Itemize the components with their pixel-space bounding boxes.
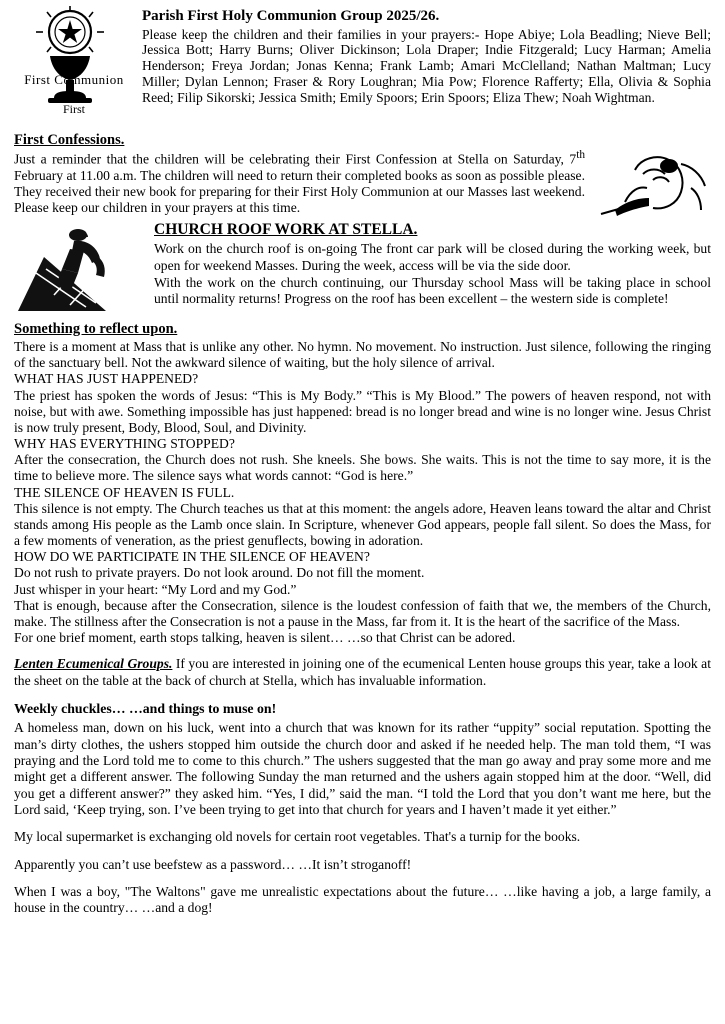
spacer	[14, 846, 711, 857]
lenten-paragraph	[14, 656, 711, 689]
reflection-subheading: WHY HAS EVERYTHING STOPPED?	[14, 436, 235, 452]
confession-body-part1: Just a reminder that the children will be celebrating their First Confession at Stella on Saturday, 7	[14, 151, 577, 167]
reflection-paragraph: Do not rush to private prayers. Do not look around. Do not fill the moment.	[14, 565, 425, 581]
section-weekly-chuckles	[0, 689, 725, 917]
roof-paragraph-2-wrapper	[154, 275, 711, 308]
roof-paragraph-1: Work on the church roof is on-going The front car park will be closed during the working week, but open for weekend Masses. During the week, access will be via the side door.	[154, 241, 711, 273]
reflection-paragraph: This silence is not empty. The Church teaches us that at this moment: the angels adore, Heaven leans toward the altar and Christ stands among His people as the Lamb once slain. In Scripture, whenever God appears, people fall silent. So does the Mass, for a few moments of veneration, as the priest genuflects, bowing in adoration.	[14, 500, 711, 549]
communion-art-wordmark: First Communion	[24, 72, 124, 87]
first-communion-chalice-icon	[14, 6, 134, 118]
confession-body	[14, 149, 585, 217]
reflection-subheading: HOW DO WE PARTICIPATE IN THE SILENCE OF HEAVEN?	[14, 549, 370, 565]
chuckles-joke-1: A homeless man, down on his luck, went into a church that was known for its rather “uppity” social reputation. Spotting the man’s dirty clothes, the ushers stopped him outside the church door and asked if he needed help. The man told them, “I was praying and the Lord told me to come to this church.” The ushers suggested that the man go away and pray some more and me might get a different answer. The following Sunday the man returned and the ushers again stopped him at the door. “Well, did you get a different answer?” they asked him. “Yes, I did,” said the man. “I told the Lord that you don’t want me here, but the Lord said, ‘Keep trying, son. I’ve been trying to get into that church for years and I haven’t made it yet either.”	[14, 720, 711, 818]
reflection-title: Something to reflect upon.	[14, 320, 178, 337]
communion-names: Please keep the children and their families in your prayers:- Hope Abiye; Lola Beadling; Nieve Bell; Jessica Bott; Harry Burns; Oliver Dickinson; Lola Draper; Indie Fitzgerald; Lucy Harman; Amelia Henderson; Freya Jordan; Jonas Kenna; Frank Lamb; Amari McClelland; Nathan Maltman; Lucy Miller; Dylan Lennon; Fraser & Rory Loughran; Mia Pow; Florence Rafferty; Ella, Olivia & Sophia Reed; Filip Sikorski; Jessica Smith; Emily Spoors; Erin Spoors; Eliza Thew; Noah Wightman.	[142, 26, 711, 106]
section-church-roof-work	[0, 217, 725, 317]
section-reflection	[0, 317, 725, 647]
communion-art-caption: First	[62, 102, 86, 116]
chuckles-joke-4: When I was a boy, "The Waltons" gave me unrealistic expectations about the future… …like having a job, a large family, a house in the country… …and a dog!	[14, 883, 711, 916]
roof-title: CHURCH ROOF WORK AT STELLA.	[154, 220, 418, 238]
confession-title: First Confessions.	[14, 132, 125, 148]
reflection-paragraph: That is enough, because after the Consecration, silence is the loudest confession of faith that we, the members of the Church, make. The stillness after the Consecration is not a pause in the Mass, far from it. It is the heart of the sacrifice of the Mass.	[14, 597, 711, 629]
spacer	[14, 873, 711, 884]
confession-date-suffix: th	[576, 149, 585, 161]
reflection-subheading: THE SILENCE OF HEAVEN IS FULL.	[14, 484, 235, 500]
roofer-working-icon	[14, 221, 144, 313]
priest-confession-icon	[595, 140, 715, 220]
section-first-holy-communion	[0, 0, 725, 126]
communion-title: Parish First Holy Communion Group 2025/26.	[142, 8, 440, 24]
reflection-paragraph: There is a moment at Mass that is unlike any other. No hymn. No movement. No instruction. Just silence, following the ringing of the sanctuary bell. Not the awkward silence of waiting, but the holy silence of arrival.	[14, 339, 711, 371]
reflection-paragraph: For one brief moment, earth stops talking, heaven is silent… …so that Christ can be adored.	[14, 630, 516, 646]
reflection-paragraph: The priest has spoken the words of Jesus: “This is My Body.” “This is My Blood.” The powers of heaven respond, not with noise, but with awe. Something impossible has just happened: bread is no longer bread and wine is no longer wine. Jesus Christ is now truly present, Body, Blood, Soul, and Divinity.	[14, 387, 711, 435]
reflection-subheading: WHAT HAS JUST HAPPENED?	[14, 371, 199, 387]
chuckles-heading: Weekly chuckles… …and things to muse on!	[14, 700, 277, 716]
chuckles-joke-2: My local supermarket is exchanging old novels for certain root vegetables. That's a turnip for the books.	[14, 829, 581, 845]
lenten-heading: Lenten Ecumenical Groups.	[14, 656, 173, 672]
reflection-paragraph: Just whisper in your heart: “My Lord and my God.”	[14, 581, 297, 597]
spacer	[14, 818, 711, 829]
confession-body-part2: February at 11.00 a.m. The children will need to return their completed books as soon as possible please. They received their new book for preparing for their First Holy Communion at our Masses last weekend. Please keep our children in your prayers at this time.	[14, 167, 585, 216]
lenten-body: If you are interested in joining one of the ecumenical Lenten house groups this year, take a look at the sheet on the table at the back of church at Stella, which has invaluable information.	[14, 656, 711, 688]
roof-paragraph-2: With the work on the church continuing, our Thursday school Mass will be taking place in school until normality returns! Progress on the roof has been excellent – the western side is complete!	[154, 275, 711, 307]
reflection-paragraph: After the consecration, the Church does not rush. She kneels. She bows. She waits. This is not the time to say more, it is the time to believe more. The silence says what words cannot: “God is here.”	[14, 452, 711, 484]
section-first-confessions	[0, 126, 725, 217]
chuckles-joke-3: Apparently you can’t use beefstew as a password… …It isn’t stroganoff!	[14, 856, 412, 872]
section-lenten-groups	[0, 646, 725, 689]
